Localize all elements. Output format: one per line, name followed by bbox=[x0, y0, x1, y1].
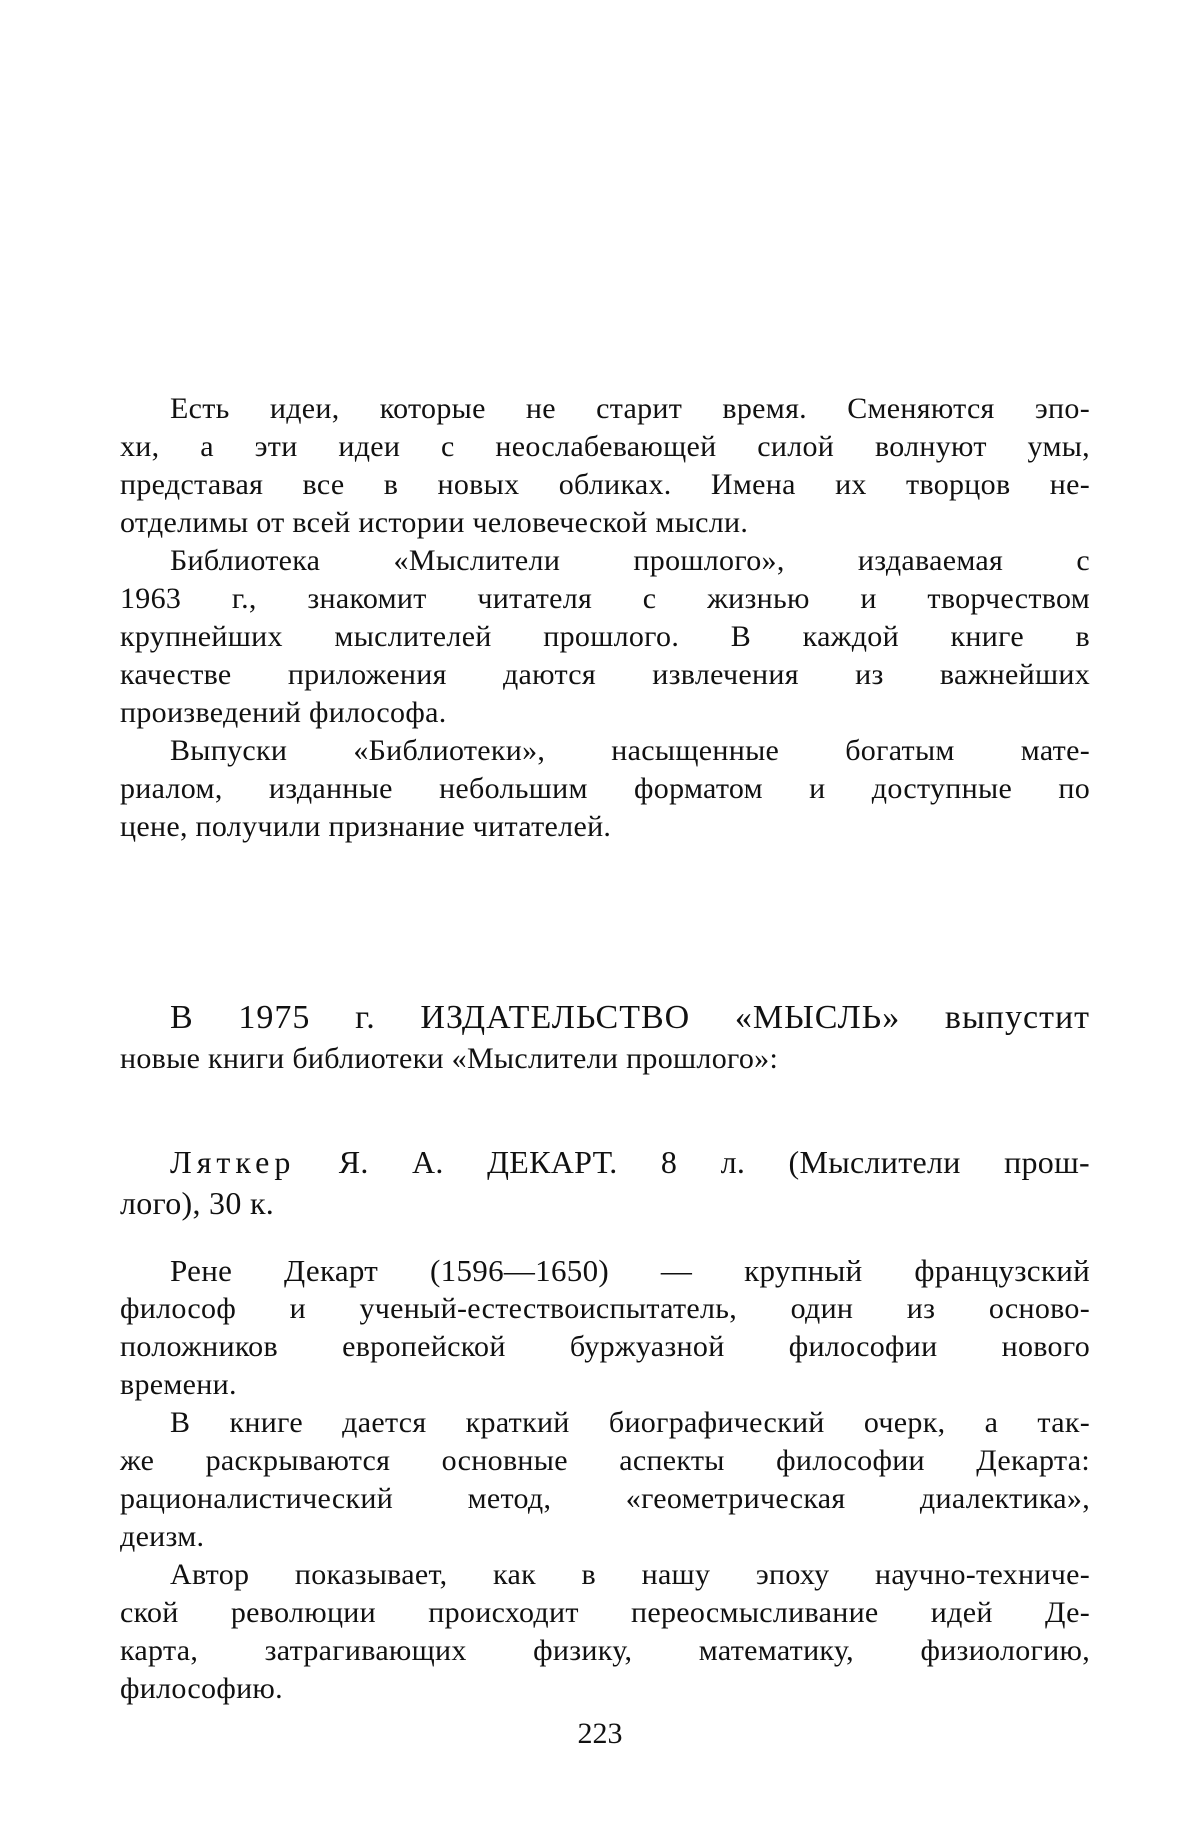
book-description-line: Рене Декарт (1596—1650) — крупный французский bbox=[170, 1253, 1090, 1288]
book-description-line: рационалистический метод, «геометрическая диалектика», bbox=[120, 1482, 1090, 1515]
book-description-line: В книге дается краткий биографический очерк, а так- bbox=[170, 1406, 1090, 1439]
intro-line: представая все в новых обликах. Имена их творцов не- bbox=[120, 468, 1090, 501]
intro-line: хи, а эти идеи с неослабевающей силой волнуют умы, bbox=[120, 430, 1090, 463]
book-author: Ляткер bbox=[170, 1144, 296, 1180]
book-description-line: философ и ученый-естествоиспытатель, один из осново- bbox=[120, 1292, 1090, 1325]
book-title-line bbox=[170, 1140, 1090, 1184]
book-description-line: времени. bbox=[120, 1368, 237, 1401]
book-title-line-2: лого), 30 к. bbox=[120, 1185, 275, 1221]
book-description-line: же раскрываются основные аспекты философии Декарта: bbox=[120, 1444, 1090, 1477]
book-description-line: философию. bbox=[120, 1672, 283, 1705]
intro-line: качестве приложения даются извлечения из важнейших bbox=[120, 658, 1090, 691]
intro-line: цене, получили признание читателей. bbox=[120, 810, 612, 843]
page-number: 223 bbox=[577, 1717, 623, 1750]
intro-line: Есть идеи, которые не старит время. Сменяются эпо- bbox=[170, 392, 1090, 425]
intro-line: риалом, изданные небольшим форматом и доступные по bbox=[120, 772, 1090, 805]
book-title: Я. А. ДЕКАРТ. 8 л. (Мыслители прош- bbox=[295, 1144, 1090, 1180]
book-description-line: Автор показывает, как в нашу эпоху научно-техниче- bbox=[170, 1558, 1090, 1591]
intro-line: крупнейших мыслителей прошлого. В каждой книге в bbox=[120, 620, 1090, 653]
book-description-line: положников европейской буржуазной философии нового bbox=[120, 1330, 1090, 1363]
intro-line: произведений философа. bbox=[120, 696, 447, 729]
announcement-line: В 1975 г. ИЗДАТЕЛЬСТВО «МЫСЛЬ» выпустит bbox=[170, 999, 1090, 1036]
intro-line: Библиотека «Мыслители прошлого», издаваемая с bbox=[170, 544, 1090, 577]
book-description-line: ской революции происходит переосмысливание идей Де- bbox=[120, 1596, 1090, 1629]
announcement-line: новые книги библиотеки «Мыслители прошлого»: bbox=[120, 1042, 779, 1075]
book-description-line: деизм. bbox=[120, 1520, 205, 1553]
book-description-line: карта, затрагивающих физику, математику, физиологию, bbox=[120, 1634, 1090, 1667]
intro-line: отделимы от всей истории человеческой мысли. bbox=[120, 506, 749, 539]
intro-line: Выпуски «Библиотеки», насыщенные богатым мате- bbox=[170, 734, 1090, 767]
intro-line: 1963 г., знакомит читателя с жизнью и творчеством bbox=[120, 582, 1090, 615]
